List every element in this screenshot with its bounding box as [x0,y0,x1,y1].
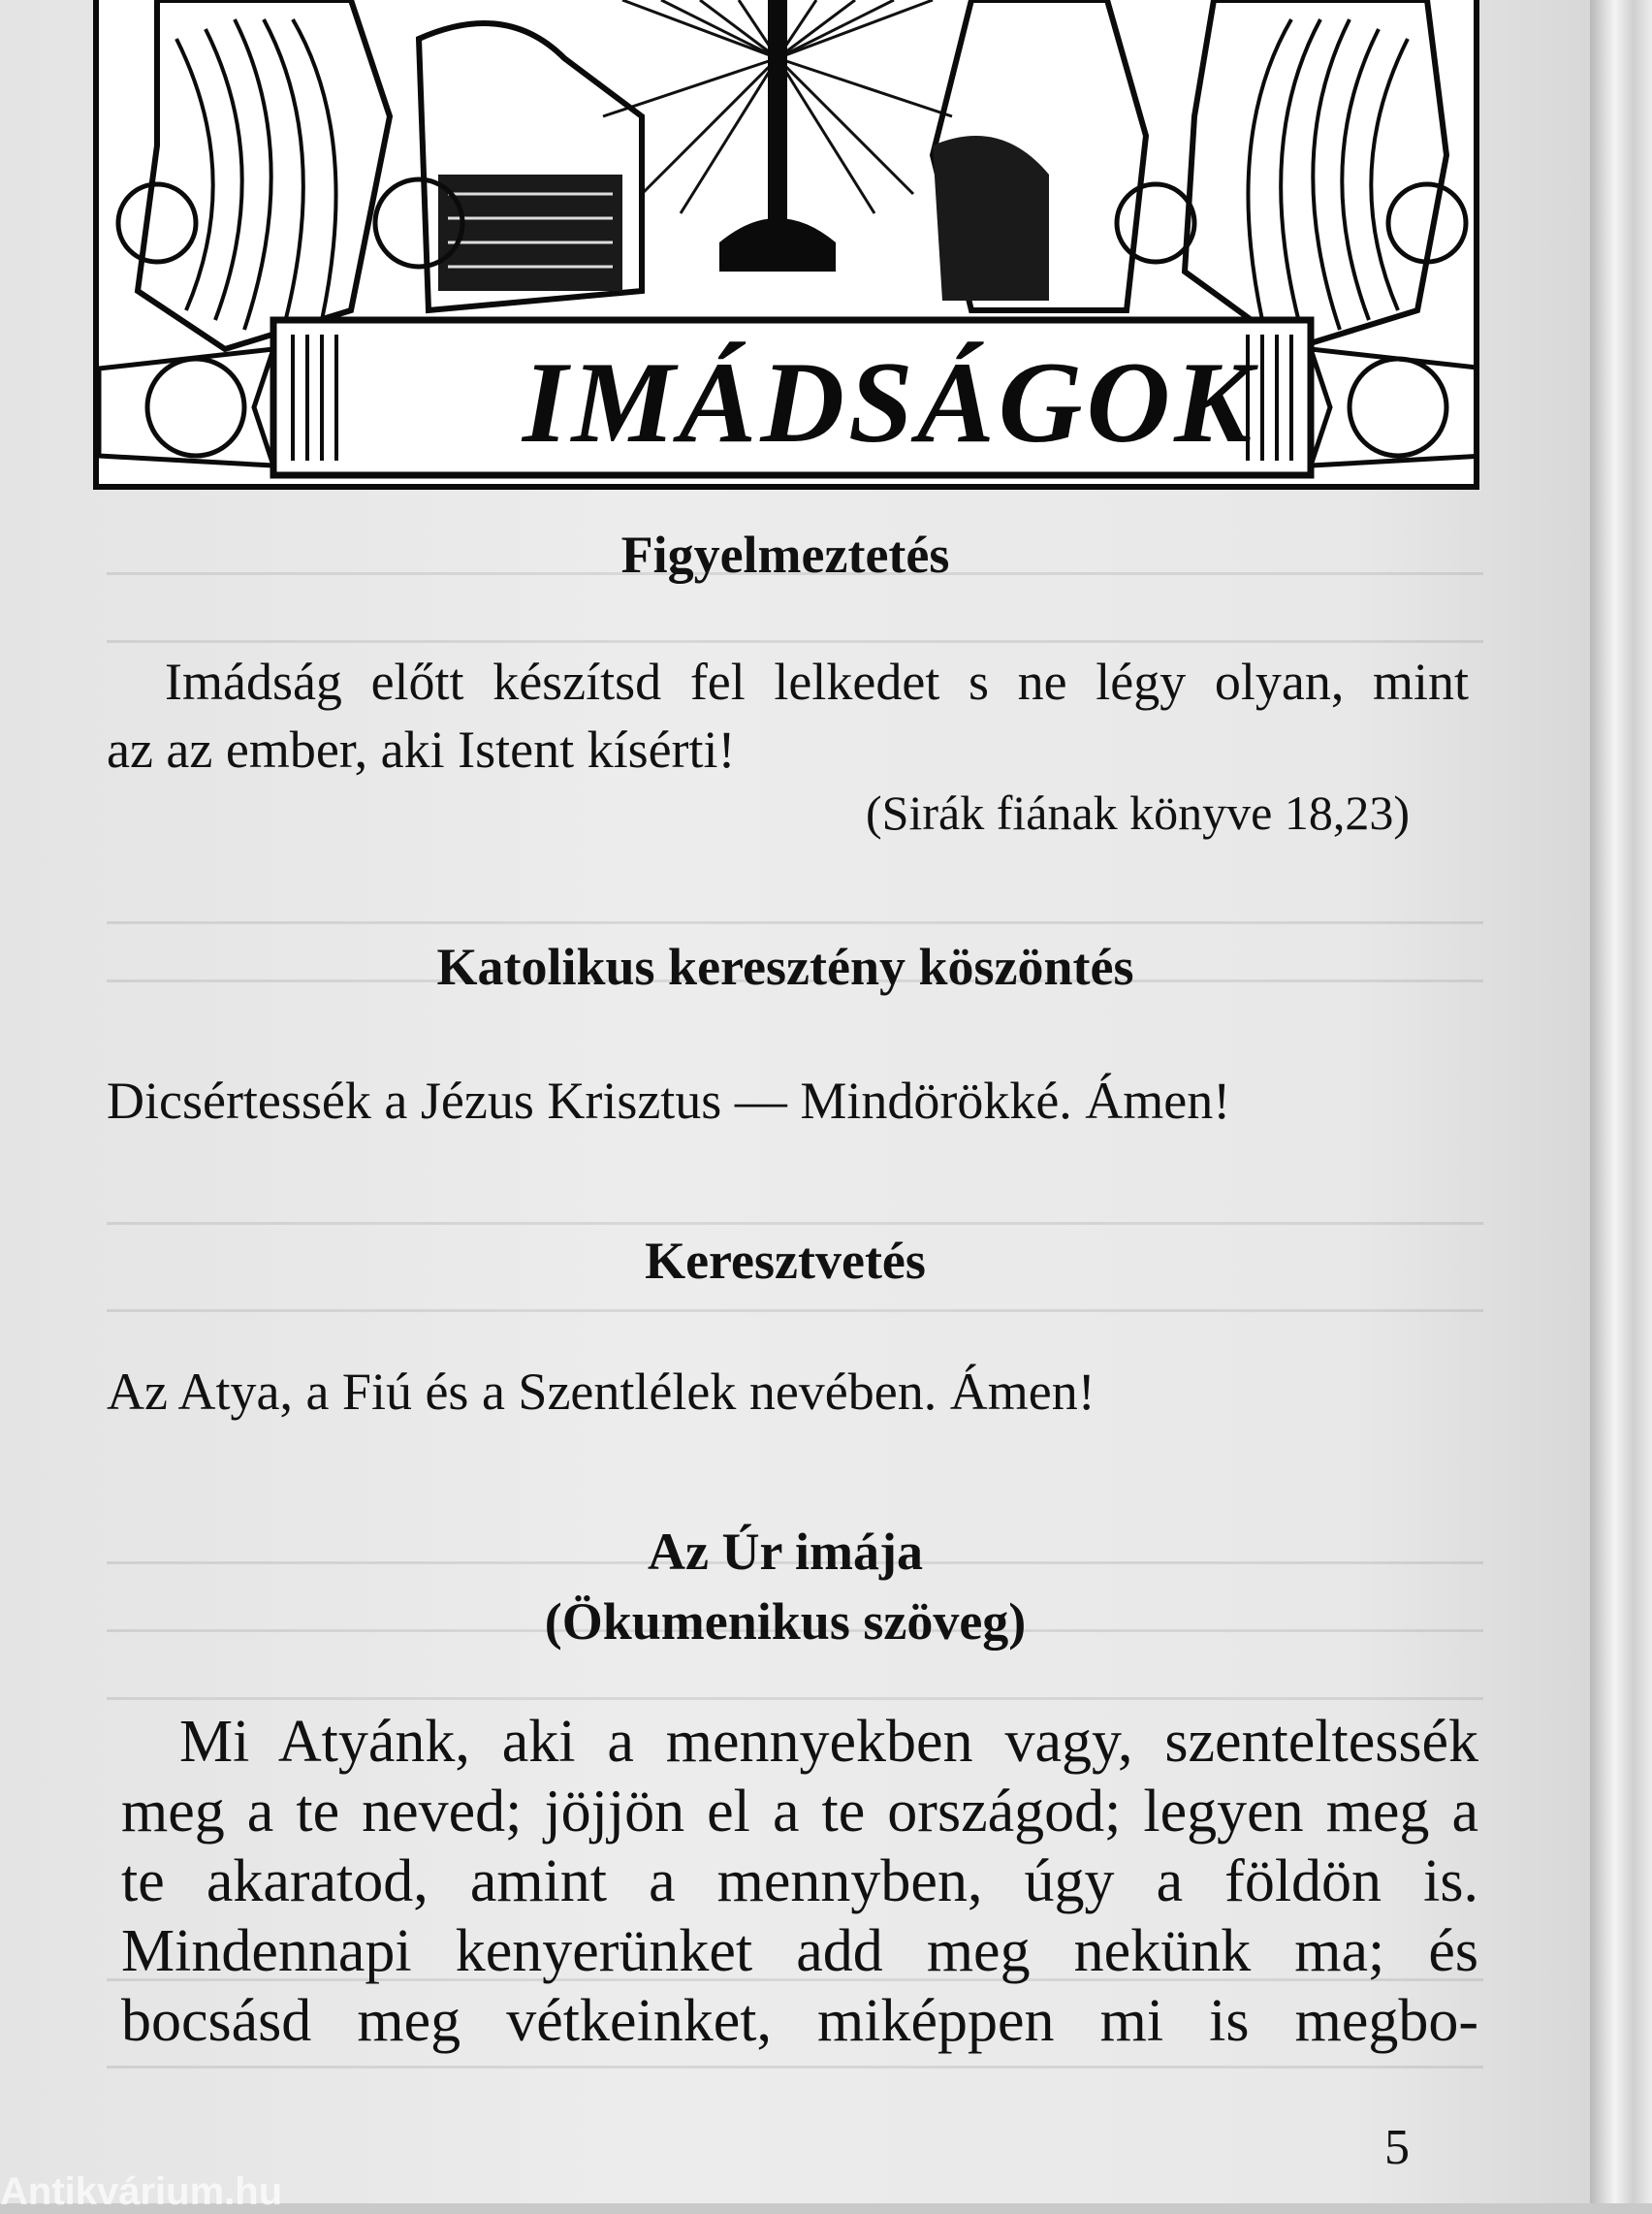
warning-line-2: az az ember, aki Istent kísérti! [107,721,736,779]
section-heading-greeting: Katolikus keresztény köszöntés [436,938,1134,996]
greeting-text: Dicsértessék a Jézus Krisztus — Mindörökké. Ámen! [107,1072,1231,1130]
section-subheading-ecumenical: (Ökumenikus szöveg) [544,1592,1027,1651]
warning-text [107,648,1469,784]
prayer-line-5: bocsásd meg vétkeinket, miképpen mi is megbo- [121,1988,1478,2054]
warning-line-1: Imádság előtt készítsd fel lelkedet s ne légy olyan, mint [165,653,1469,711]
section-heading-warning: Figyelmeztetés [620,526,950,584]
prayer-line-1: Mi Atyánk, aki a mennyekben vagy, szenteltessék [179,1709,1478,1775]
header-illustration [93,0,1479,490]
banner-title: IMÁDSÁGOK [522,337,1256,466]
section-heading-cross: Keresztvetés [645,1232,926,1290]
cross-text: Az Atya, a Fiú és a Szentlélek nevében. Ámen! [107,1363,1096,1421]
prayer-line-3: te akaratod, amint a mennyben, úgy a földön is. [121,1848,1478,1914]
bible-reference: (Sirák fiának könyve 18,23) [866,786,1410,840]
watermark-text: Antikvárium.hu [0,2170,283,2213]
lords-prayer-text [121,1707,1478,2056]
book-spine-edge [1590,0,1652,2203]
prayer-line-4: Mindennapi kenyerünket add meg nekünk ma; és [121,1918,1478,1984]
section-heading-lords-prayer: Az Úr imája [648,1523,923,1581]
page-number: 5 [1384,2120,1410,2175]
prayer-line-2: meg a te neved; jöjjön el a te országod; legyen meg a [121,1779,1478,1845]
